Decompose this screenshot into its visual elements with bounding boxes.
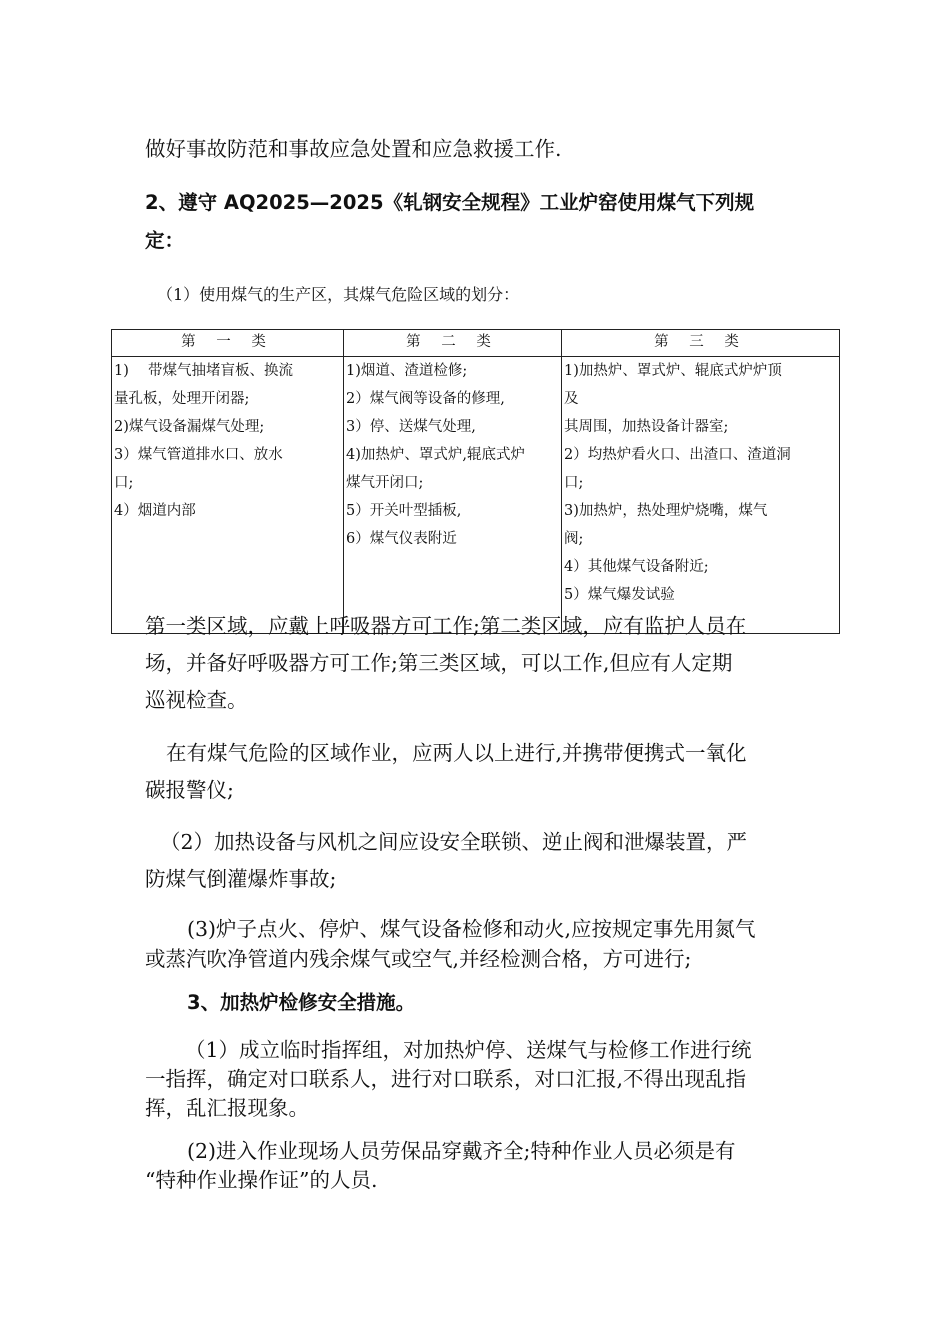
text-line: “特种作业操作证”的人员. [145, 1168, 378, 1192]
list-item: 2)煤气设备漏煤气处理; [114, 419, 265, 435]
section-heading-2-line1: 2、遵守 AQ2025—2025《轧钢安全规程》工业炉窑使用煤气下列规 [145, 191, 755, 214]
list-item: 口; [114, 475, 134, 491]
list-item: 3）停、送煤气处理, [346, 419, 476, 435]
list-item: 煤气开闭口; [346, 475, 424, 491]
text-line: 巡视检查。 [145, 688, 248, 712]
list-item: 口; [564, 475, 584, 491]
table-row [112, 357, 840, 634]
subheading-zone-division: （1）使用煤气的生产区，其煤气危险区域的划分： [157, 285, 520, 304]
list-item: 2）煤气阀等设备的修理, [346, 391, 505, 407]
table-header-row [112, 330, 840, 357]
section-heading-3: 3、加热炉检修安全措施。 [187, 991, 416, 1014]
list-item: 1) 带煤气抽堵盲板、换流 [114, 363, 293, 379]
list-item: 6）煤气仪表附近 [346, 531, 457, 547]
list-item: 阀; [564, 531, 584, 547]
list-item: 其周围，加热设备计器室; [564, 419, 729, 435]
text-line: 第一类区域，应戴上呼吸器方可工作;第二类区域，应有监护人员在 [145, 614, 747, 638]
text-line: 一指挥，确定对口联系人，进行对口联系，对口汇报,不得出现乱指 [145, 1067, 747, 1091]
list-item: 1)加热炉、罩式炉、辊底式炉炉顶 [564, 363, 782, 379]
text-line: (3)炉子点火、停炉、煤气设备检修和动火,应按规定事先用氮气 [187, 917, 756, 941]
list-item: 4）其他煤气设备附近; [564, 559, 709, 575]
text-line: 碳报警仪; [145, 778, 234, 802]
list-item: 及 [564, 391, 579, 407]
paragraph-top: 做好事故防范和事故应急处置和应急救援工作. [145, 137, 562, 161]
text-line: 防煤气倒灌爆炸事故; [145, 867, 337, 891]
header-class-1: 第 一 类 [112, 330, 344, 357]
list-item: 2）均热炉看火口、出渣口、渣道洞 [564, 447, 791, 463]
text-line: 在有煤气危险的区域作业，应两人以上进行,并携带便携式一氧化 [166, 741, 747, 765]
list-item: 5）开关叶型插板, [346, 503, 462, 519]
text-line: 场，并备好呼吸器方可工作;第三类区域，可以工作,但应有人定期 [145, 651, 733, 675]
cell-class-1 [112, 357, 344, 634]
list-item: 量孔板，处理开闭器; [114, 391, 250, 407]
text-line: (2)进入作业现场人员劳保品穿戴齐全;特种作业人员必须是有 [187, 1139, 736, 1163]
list-item: 4）烟道内部 [114, 503, 196, 519]
header-class-3: 第 三 类 [562, 330, 840, 357]
section-heading-2-line2: 定： [145, 229, 185, 252]
list-item: 5）煤气爆发试验 [564, 587, 675, 603]
text-line: （1）成立临时指挥组，对加热炉停、送煤气与检修工作进行统 [185, 1038, 752, 1062]
cell-class-2 [344, 357, 562, 634]
text-line: 或蒸汽吹净管道内残余煤气或空气,并经检测合格，方可进行; [145, 947, 692, 971]
list-item: 1)烟道、渣道检修; [346, 363, 468, 379]
list-item: 3）煤气管道排水口、放水 [114, 447, 283, 463]
text-line: （2）加热设备与风机之间应设安全联锁、逆止阀和泄爆装置，严 [160, 830, 748, 854]
hazard-zone-table [111, 329, 840, 634]
list-item: 3)加热炉，热处理炉烧嘴，煤气 [564, 503, 768, 519]
cell-class-3 [562, 357, 840, 634]
list-item: 4)加热炉、罩式炉,辊底式炉 [346, 447, 525, 463]
text-line: 挥，乱汇报现象。 [145, 1096, 309, 1120]
header-class-2: 第 二 类 [344, 330, 562, 357]
